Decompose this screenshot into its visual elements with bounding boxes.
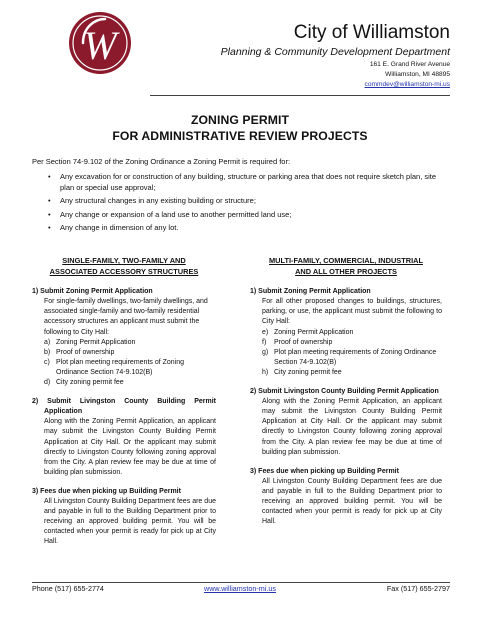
- page-title: ZONING PERMIT: [190, 113, 290, 127]
- footer-phone: Phone (517) 655-2774: [32, 584, 104, 593]
- list-item: [44, 358, 216, 378]
- list-item: [262, 328, 442, 338]
- item-text: Zoning Permit Application: [56, 338, 136, 346]
- left-column-heading: [32, 256, 216, 277]
- item-text: Zoning Permit Application: [274, 328, 354, 336]
- step-body: For single-family dwellings, two-family dwellings, and associated single-family and two-family residential accessory structures an applicant must submit the following to City Hall:: [44, 298, 208, 336]
- step-title: 1) Submit Zoning Permit Application: [250, 288, 371, 296]
- requirement-items: [32, 338, 216, 388]
- address-line-2: Williamston, MI 48895: [385, 71, 450, 78]
- step-title: 1) Submit Zoning Permit Application: [32, 288, 153, 296]
- heading-line: MULTI-FAMILY, COMMERCIAL, INDUSTRIAL: [269, 256, 423, 265]
- list-item: • Any change in dimension of any lot.: [48, 223, 452, 234]
- website-link[interactable]: www.williamston-mi.us: [204, 584, 276, 593]
- step-2: [250, 387, 442, 458]
- list-item: [44, 348, 216, 358]
- heading-line: SINGLE-FAMILY, TWO-FAMILY AND: [62, 256, 186, 265]
- department-name: Planning & Community Development Department: [220, 46, 450, 58]
- right-column: [250, 256, 442, 536]
- list-item: • Any excavation for or construction of any building, structure or parking area that does not require sketch plan, site plan or special use approval;: [48, 172, 452, 193]
- step-title: 2) Submit Livingston County Building Permit Application: [250, 388, 439, 396]
- item-marker: g): [262, 348, 269, 356]
- step-body: All Livingston County Building Department fees are due and payable in full to the Building Department prior to receiving an approved building permit. You will be contacted when your permit is ready for pick up at City Hall.: [44, 497, 216, 546]
- step-body: For all other proposed changes to buildings, structures, parking, or use, the applicant must submit the following to City Hall:: [262, 298, 442, 326]
- address-line-1: 161 E. Grand River Avenue: [369, 61, 450, 68]
- logo-letter: W: [83, 23, 117, 68]
- item-text: Proof of ownership: [274, 338, 333, 346]
- list-item: [262, 348, 442, 368]
- list-item: • Any structural changes in any existing building or structure;: [48, 196, 452, 207]
- list-item: [262, 368, 442, 378]
- item-marker: e): [262, 328, 269, 336]
- requirement-items: [250, 328, 442, 378]
- heading-line: AND ALL OTHER PROJECTS: [295, 266, 397, 276]
- email-link[interactable]: commdev@williamston-mi.us: [364, 81, 450, 88]
- step-title: 3) Fees due when picking up Building Permit: [250, 467, 399, 475]
- step-3: [250, 467, 442, 528]
- step-1: [250, 287, 442, 378]
- list-item: [44, 378, 216, 388]
- city-logo: [45, 7, 155, 79]
- step-1: [32, 287, 216, 388]
- footer-divider: [32, 582, 450, 583]
- city-name: City of Williamston: [293, 22, 450, 43]
- item-marker: d): [44, 379, 51, 387]
- right-column-heading: [250, 256, 442, 277]
- step-title: 2) Submit Livingston County Building Permit Application: [32, 398, 216, 416]
- page-subtitle: FOR ADMINISTRATIVE REVIEW PROJECTS: [112, 129, 368, 143]
- intro-text: Per Section 74-9.102 of the Zoning Ordinance a Zoning Permit is required for:: [32, 157, 291, 166]
- item-marker: h): [262, 368, 269, 376]
- heading-line: ASSOCIATED ACCESSORY STRUCTURES: [49, 266, 199, 276]
- step-2: [32, 397, 216, 478]
- item-text: City zoning permit fee: [274, 368, 342, 376]
- step-title: 3) Fees due when picking up Building Permit: [32, 487, 181, 495]
- step-3: [32, 487, 216, 548]
- item-text: City zoning permit fee: [56, 379, 124, 387]
- list-item: [44, 338, 216, 348]
- step-body: All Livingston County Building Department fees are due and payable in full to the Building Department prior to receiving an approved building permit. You will be contacted when your permit is ready for pick up at City Hall.: [262, 477, 442, 526]
- list-item: • Any change or expansion of a land use to another permitted land use;: [48, 210, 452, 221]
- item-text: Plot plan meeting requirements of Zoning Ordinance Section 74-9.102(B): [274, 348, 437, 366]
- requirement-list: [48, 172, 452, 237]
- item-text: Proof of ownership: [56, 348, 115, 356]
- header-divider: [150, 95, 450, 96]
- step-body: Along with the Zoning Permit Application, an applicant may submit the Livingston County Building Permit Application at City Hall. Or the applicant may submit directly to Livingston County following zoning approval from the City. A plan review fee may be due at time of building plan submission.: [44, 418, 216, 476]
- list-item: [262, 338, 442, 348]
- step-body: Along with the Zoning Permit Application, an applicant may submit the Livingston County Building Permit Application at City Hall. Or the applicant may submit directly to Livingston County following zoning approval from the City. A plan review fee may be due at time of building plan submission.: [262, 398, 442, 456]
- item-marker: a): [44, 338, 51, 346]
- item-text: Plot plan meeting requirements of Zoning Ordinance Section 74-9.102(B): [56, 358, 185, 376]
- footer-fax: Fax (517) 655-2797: [386, 584, 450, 593]
- left-column: [32, 256, 216, 556]
- item-marker: f): [262, 338, 267, 346]
- item-marker: b): [44, 348, 51, 356]
- item-marker: c): [44, 358, 50, 366]
